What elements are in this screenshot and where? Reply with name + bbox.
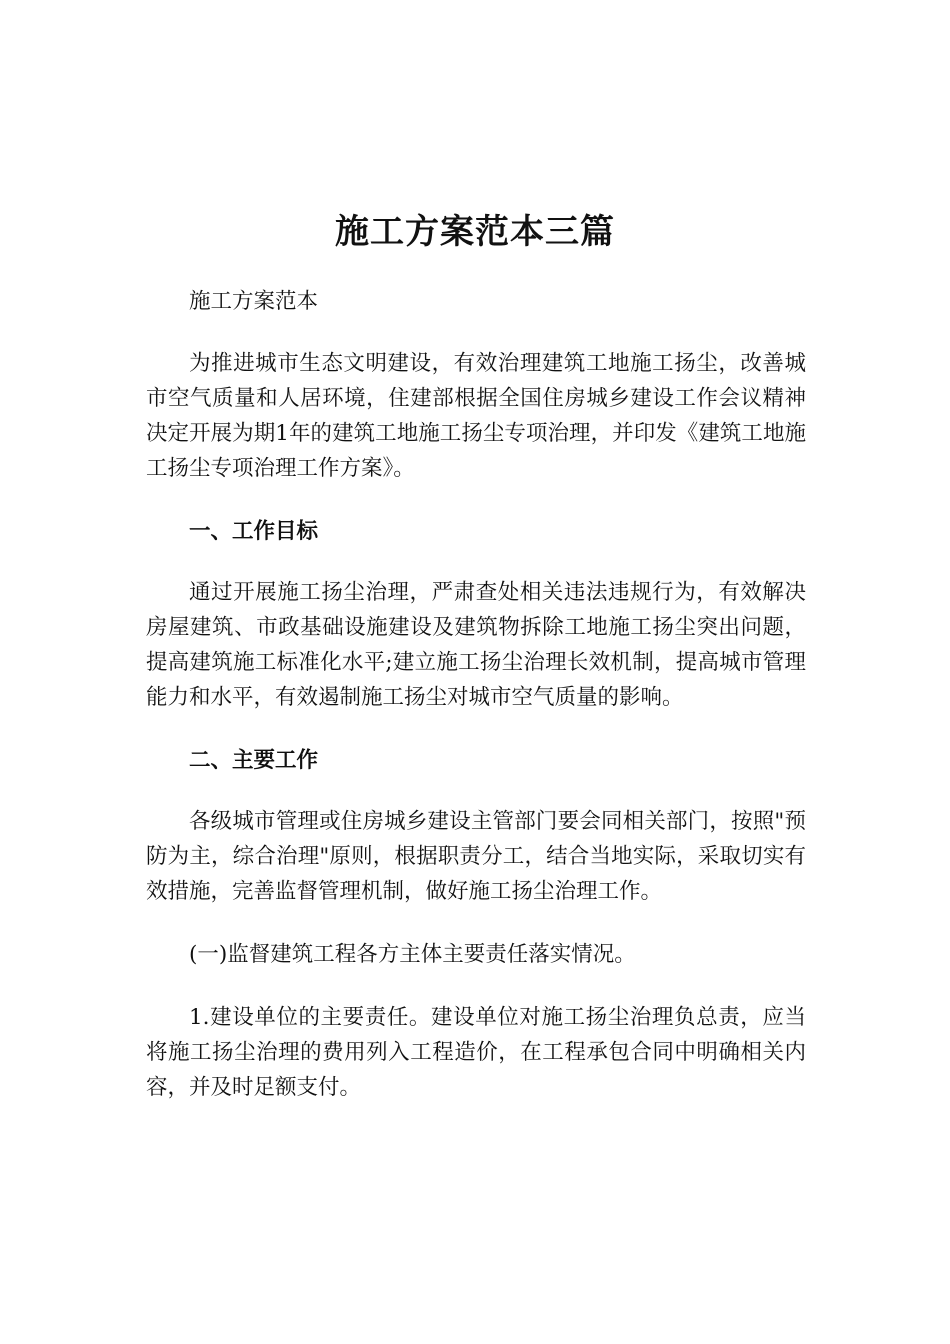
- document-title: 施工方案范本三篇: [335, 212, 615, 252]
- item-1-paragraph: 1.建设单位的主要责任。建设单位对施工扬尘治理负总责，应当将施工扬尘治理的费用列入工程造价，在工程承包合同中明确相关内容，并及时足额支付。: [146, 1005, 806, 1100]
- heading-work-goals: 一、工作目标: [189, 519, 319, 544]
- document-body: [146, 284, 806, 1105]
- intro-paragraph: 为推进城市生态文明建设，有效治理建筑工地施工扬尘，改善城市空气质量和人居环境，住建部根据全国住房城乡建设工作会议精神决定开展为期1年的建筑工地施工扬尘专项治理，并印发《建筑工地施工扬尘专项治理工作方案》。: [146, 351, 806, 481]
- main-work-paragraph: 各级城市管理或住房城乡建设主管部门要会同相关部门，按照"预防为主，综合治理"原则，根据职责分工，结合当地实际，采取切实有效措施，完善监督管理机制，做好施工扬尘治理工作。: [146, 809, 806, 904]
- subheading-supervision: (一)监督建筑工程各方主体主要责任落实情况。: [189, 942, 636, 967]
- section-label: 施工方案范本: [189, 289, 319, 314]
- heading-main-work: 二、主要工作: [189, 748, 319, 773]
- goals-paragraph: 通过开展施工扬尘治理，严肃查处相关违法违规行为，有效解决房屋建筑、市政基础设施建设及建筑物拆除工地施工扬尘突出问题，提高建筑施工标准化水平;建立施工扬尘治理长效机制，提高城市管理能力和水平，有效遏制施工扬尘对城市空气质量的影响。: [146, 580, 806, 710]
